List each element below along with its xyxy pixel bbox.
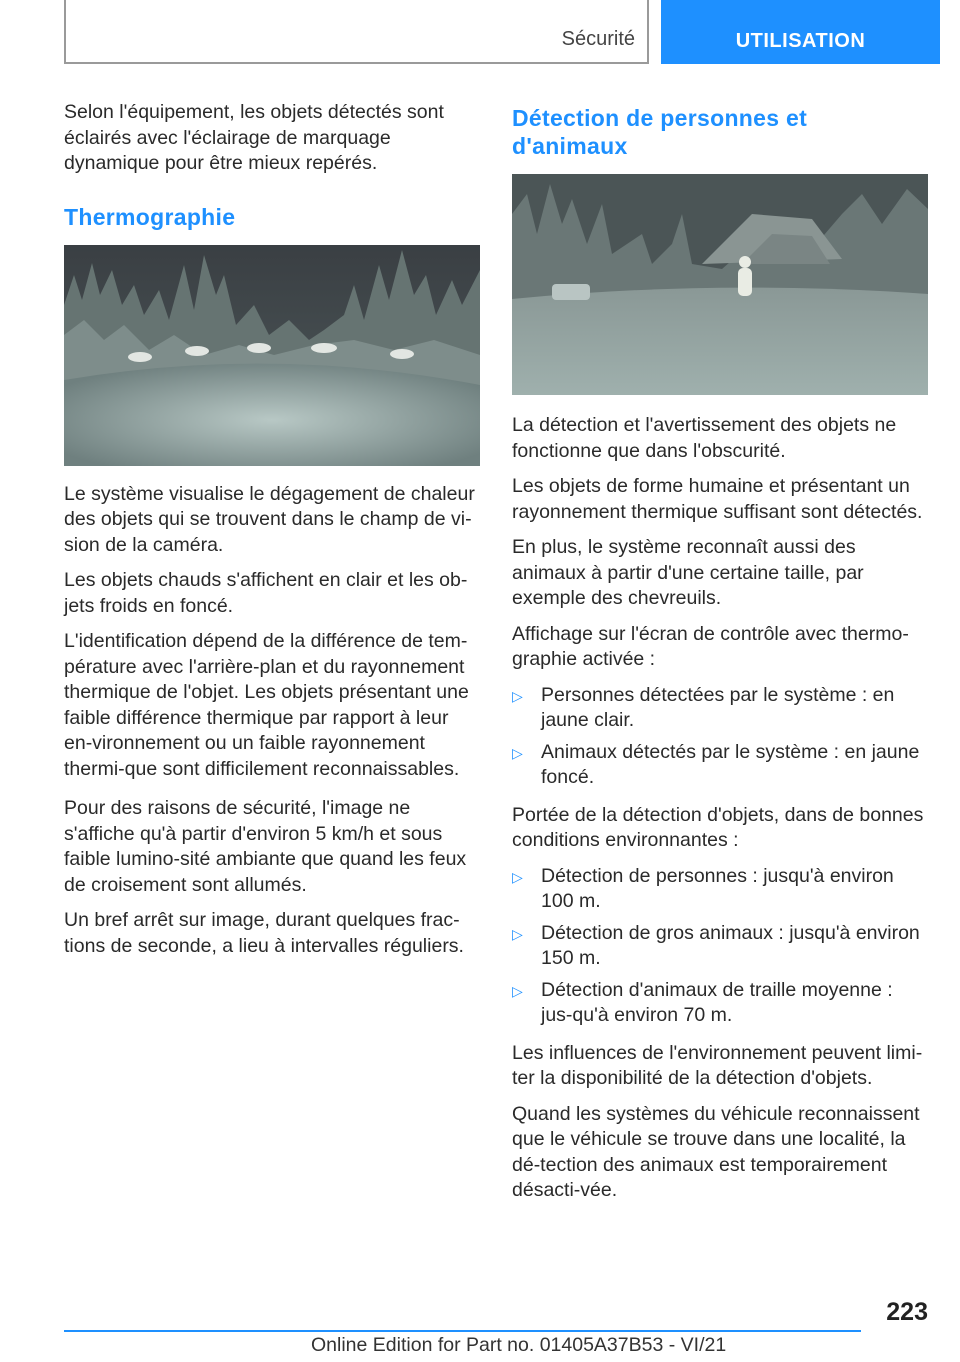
heading-detection: Détection de personnes et d'animaux	[512, 105, 808, 159]
triangle-bullet-icon: ▷	[512, 925, 523, 942]
footer-divider	[64, 1330, 861, 1332]
intro-paragraph: Selon l'équipement, les objets détectés sont éclairés avec l'éclairage de marquage dynamique pour être mieux repérés.	[64, 101, 444, 174]
left-column	[64, 100, 480, 969]
detect-paragraph-5: Portée de la détection d'objets, dans de bonnes conditions environnantes :	[512, 803, 924, 851]
detect-paragraph-3: En plus, le système reconnaît aussi des animaux à partir d'une certaine taille, par exemple des chevreuils.	[512, 536, 864, 609]
car-silhouette	[552, 284, 590, 300]
right-column	[512, 100, 928, 1214]
thermo-paragraph-3: L'identification dépend de la différence de tem-pérature avec l'arrière-plan et du rayonnement thermique de l'objet. Les objets présentant une faible différence thermique par rapport à leur en-vironnement ou un faible rayonnement thermi-que sont difficilement reconnaissables.	[64, 630, 469, 780]
detect-paragraph-2: Les objets de forme humaine et présentant un rayonnement thermique suffisant sont détectés.	[512, 475, 923, 523]
footer-edition: Online Edition for Part no. 01405A37B53 - VI/21	[311, 1334, 727, 1356]
list-item: ▷ Animaux détectés par le système : en jaune foncé.	[512, 740, 920, 788]
thermo-paragraph-2: Les objets chauds s'affichent en clair et les ob-jets froids en foncé.	[64, 569, 468, 617]
list-item: ▷ Détection de gros animaux : jusqu'à environ 150 m.	[512, 921, 920, 969]
thermo-paragraph-5: Un bref arrêt sur image, durant quelques frac-tions de seconde, a lieu à intervalles réguliers.	[64, 909, 464, 957]
list-item: ▷ Détection de personnes : jusqu'à environ 100 m.	[512, 864, 894, 912]
triangle-bullet-icon: ▷	[512, 868, 523, 885]
detection-range-list	[512, 864, 928, 1029]
triangle-bullet-icon: ▷	[512, 687, 523, 704]
chapter-tab-label: UTILISATION	[735, 30, 866, 52]
heading-thermographie: Thermographie	[64, 203, 236, 230]
thermal-image-pedestrian	[512, 174, 928, 395]
display-colors-list	[512, 683, 928, 791]
pedestrian-silhouette	[738, 256, 752, 296]
detect-paragraph-1: La détection et l'avertissement des objets ne fonctionne que dans l'obscurité.	[512, 414, 897, 462]
thermo-paragraph-1: Le système visualise le dégagement de chaleur des objets qui se trouvent dans le champ de vi-sion de la caméra.	[64, 482, 475, 556]
page-number: 223	[886, 1298, 928, 1326]
thermal-image-animals	[64, 245, 480, 466]
chapter-tab	[661, 0, 940, 64]
triangle-bullet-icon: ▷	[512, 982, 523, 999]
header-frame	[64, 0, 649, 64]
thermo-paragraph-4: Pour des raisons de sécurité, l'image ne s'affiche qu'à partir d'environ 5 km/h et sous faible lumino-sité ambiante que quand les feux de croisement sont allumés.	[64, 797, 467, 896]
list-item: ▷ Personnes détectées par le système : en jaune clair.	[512, 683, 895, 731]
detect-paragraph-7: Quand les systèmes du véhicule reconnaissent que le véhicule se trouve dans une localité, la dé-tection des animaux est temporairement désacti-vée.	[512, 1102, 920, 1201]
header-section-title: Sécurité	[561, 28, 635, 50]
triangle-bullet-icon: ▷	[512, 744, 523, 761]
detect-paragraph-4: Affichage sur l'écran de contrôle avec thermo-graphie activée :	[512, 622, 909, 670]
detect-paragraph-6: Les influences de l'environnement peuvent limi-ter la disponibilité de la détection d'objets.	[512, 1041, 923, 1089]
list-item: ▷ Détection d'animaux de traille moyenne : jus-qu'à environ 70 m.	[512, 978, 893, 1026]
